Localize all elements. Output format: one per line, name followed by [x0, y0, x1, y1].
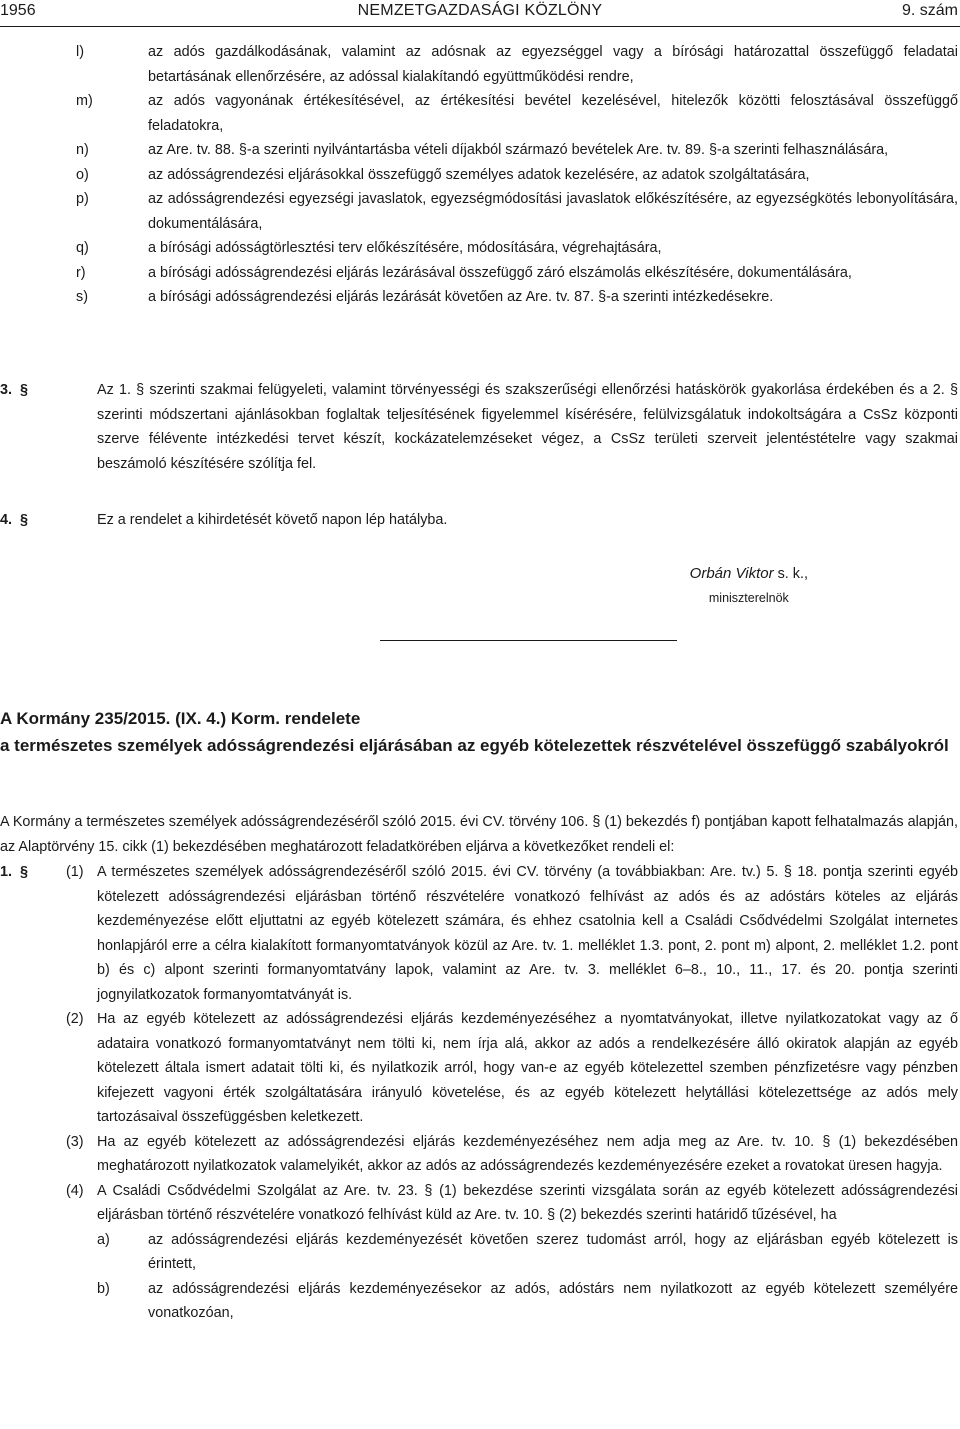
list-item-s — [0, 285, 960, 310]
paragraph-4 — [0, 1179, 960, 1228]
paragraph-label: (1) — [66, 864, 84, 880]
journal-title: NEMZETGAZDASÁGI KÖZLÖNY — [357, 2, 603, 19]
paragraph-text: A természetes személyek adósságrendezéséről szóló 2015. évi CV. törvény (a továbbiakban: Are. tv.) 5. § 18. pontja szerinti egyéb kötelezett adósságrendezési eljárásban történő részvételére vonatkozó felhívást az adós és az adóstárs köteles az eljárás kezdeményezése előtt eljuttatni az egyéb kötelezett számára, és ehhez csatolnia kell a Családi Csődvédelmi Szolgálat internetes honlapjáról erre a célra kialakított formanyomtatványok közül az Are. tv. 1. melléklet 1.3. pont, 2. pont m) alpont, 2. melléklet 1.2. pont b) és c) alpont szerinti formanyomtatvány lapok, valamint az Are. tv. 3. melléklet 6–8., 10., 11., 17. és 20. pontja szerinti jognyilatkozatok formanyomtatványát is. — [97, 864, 958, 1003]
section-number: 4. — [0, 512, 13, 528]
subpoint-text: az adósságrendezési eljárás kezdeményezésekor az adós, adóstárs nem nyilatkozott az egyéb kötelezett személyére vonatkozóan, — [148, 1280, 958, 1321]
list-item-text: az adósságrendezési egyezségi javaslatok, egyezségmódosítási javaslatok előkészítésére, az egyezségkötés lebonyolítására, dokumentálására, — [148, 191, 958, 232]
section-number: 3. — [0, 382, 13, 398]
section-text: Az 1. § szerinti szakmai felügyeleti, valamint törvényességi és szakszerűségi ellenőrzési hatáskörök gyakorlása érdekében és a 2. § szerinti módszertani ajánlásokban foglaltak teljesítésének figyelemmel kísérésére, felülvizsgálatuk indokoltságára a CsSz központi szerve félévente intézkedési tervet készít, kockázatelemzéseket végez, a CsSz területi szerveit jelentéstételre vagy szakmai beszámoló készítésére szólítja fel. — [97, 382, 958, 472]
list-item-text: a bírósági adósságtörlesztési terv előkészítésére, módosítására, végrehajtására, — [148, 240, 662, 256]
list-item-label: m) — [76, 93, 93, 109]
subpoint-b — [0, 1277, 960, 1326]
section-sign: § — [20, 512, 29, 528]
signatory-title: miniszterelnök — [708, 590, 789, 605]
list-items — [0, 40, 960, 310]
decree-subject: a természetes személyek adósságrendezési eljárásában az egyéb kötelezettek részvételével összefüggő szabályokról — [0, 735, 949, 755]
issue-number: 9. szám — [901, 2, 958, 19]
page-header — [0, 0, 960, 24]
list-item-n — [0, 138, 960, 163]
section-sign: § — [20, 864, 29, 880]
section-1 — [0, 860, 960, 1326]
paragraph-text: Ha az egyéb kötelezett az adósságrendezési eljárás kezdeményezéséhez nem adja meg az Are. tv. 10. § (1) bekezdésében meghatározott nyilatkozatok valamelyikét, akkor az adós az adósságrendezés kezdeményezésére ezeket a rovatokat üresen hagyja. — [97, 1133, 958, 1174]
paragraph-label: (3) — [66, 1133, 84, 1150]
list-item-l — [0, 40, 960, 89]
subpoint-label: b) — [97, 1280, 110, 1297]
list-item-q — [0, 236, 960, 261]
section-4 — [0, 508, 960, 533]
list-item-label: l) — [76, 44, 84, 60]
list-item-label: r) — [76, 264, 86, 281]
list-item-text: az adós vagyonának értékesítésével, az értékesítési bevétel kezelésével, hitelezők közötti felosztásával összefüggő feladatokra, — [148, 93, 958, 134]
section-3 — [0, 378, 960, 476]
paragraph-text: Ha az egyéb kötelezett az adósságrendezési eljárás kezdeményezéséhez a nyomtatványokat, illetve nyilatkozatokat vagy az ő adataira vonatkozó formanyomtatványt nem tölti ki, nem írja alá, akkor az adós a rendelkezésére álló okiratok alapján az egyéb kötelezett általa ismert adatait tölti ki, és nyilatkozik arról, hogy van-e az egyéb kötelezettel szemben pénzfizetésre vagy pénzben kifejezett vagyoni érték szolgáltatására irányuló követelése, és az egyéb kötelezett helytállási kötelezettsége az adós mely tartozásaival összefüggésben keletkezett. — [97, 1011, 958, 1125]
paragraph-2 — [0, 1007, 960, 1130]
paragraph-1 — [0, 860, 960, 1007]
paragraph-text: A Családi Csődvédelmi Szolgálat az Are. tv. 23. § (1) bekezdése szerinti vizsgálata során az egyéb kötelezett adósságrendezési eljárásban történő részvételére vonatkozó felhívást küld az Are. tv. 10. § (2) bekezdés szerinti határidő tűzésével, ha — [97, 1182, 958, 1223]
page-number: 1956 — [0, 2, 36, 19]
decree-title — [0, 706, 958, 759]
paragraph-3 — [0, 1130, 960, 1179]
decree-heading: A Kormány 235/2015. (IX. 4.) Korm. rendelete — [0, 709, 361, 728]
signatory-name: Orbán Viktor — [689, 565, 774, 582]
header-rule — [0, 26, 960, 27]
preamble: A Kormány a természetes személyek adósságrendezéséről szóló 2015. évi CV. törvény 106. § (1) bekezdés f) pontjában kapott felhatalmazás alapján, az Alaptörvény 15. cikk (1) bekezdésében meghatározott feladatkörében eljárva a következőket rendeli el: — [0, 814, 958, 855]
subpoint-label: a) — [97, 1231, 110, 1248]
list-item-label: p) — [76, 191, 89, 207]
list-item-text: a bírósági adósságrendezési eljárás lezárását követően az Are. tv. 87. §-a szerinti intézkedésekre. — [148, 289, 774, 305]
list-item-p — [0, 187, 960, 236]
list-item-text: a bírósági adósságrendezési eljárás lezárásával összefüggő záró elszámolás elkészítésére, dokumentálására, — [148, 264, 852, 281]
signature-block — [690, 562, 808, 609]
list-item-text: az adósságrendezési eljárásokkal összefüggő személyes adatok kezelésére, az adatok szolgáltatására, — [148, 166, 810, 183]
list-item-m — [0, 89, 960, 138]
list-item-text: az adós gazdálkodásának, valamint az adósnak az egyezséggel vagy a bírósági határozattal összefüggő feladatai betartásának ellenőrzésére, az adóssal kialakítandó együttműködési rendre, — [148, 44, 958, 85]
separator-line — [380, 640, 677, 641]
paragraph-label: (2) — [66, 1011, 84, 1027]
section-number: 1. — [0, 864, 13, 880]
list-item-text: az Are. tv. 88. §-a szerinti nyilvántartásba vételi díjakból származó bevételek Are. tv. 89. §-a szerinti felhasználására, — [148, 142, 889, 158]
signatory-suffix: s. k., — [773, 566, 808, 582]
section-sign: § — [20, 382, 29, 398]
section-text: Ez a rendelet a kihirdetését követő napon lép hatályba. — [97, 512, 448, 528]
list-item-label: o) — [76, 166, 89, 183]
paragraph-label: (4) — [66, 1182, 84, 1199]
subpoint-text: az adósságrendezési eljárás kezdeményezését követően szerez tudomást arról, hogy az eljárásban egyéb kötelezett is érintett, — [148, 1231, 958, 1272]
list-item-label: n) — [76, 142, 89, 158]
list-item-label: q) — [76, 240, 89, 256]
list-item-o — [0, 163, 960, 188]
list-item-r — [0, 261, 960, 286]
subpoint-a — [0, 1228, 960, 1277]
list-item-label: s) — [76, 289, 88, 305]
